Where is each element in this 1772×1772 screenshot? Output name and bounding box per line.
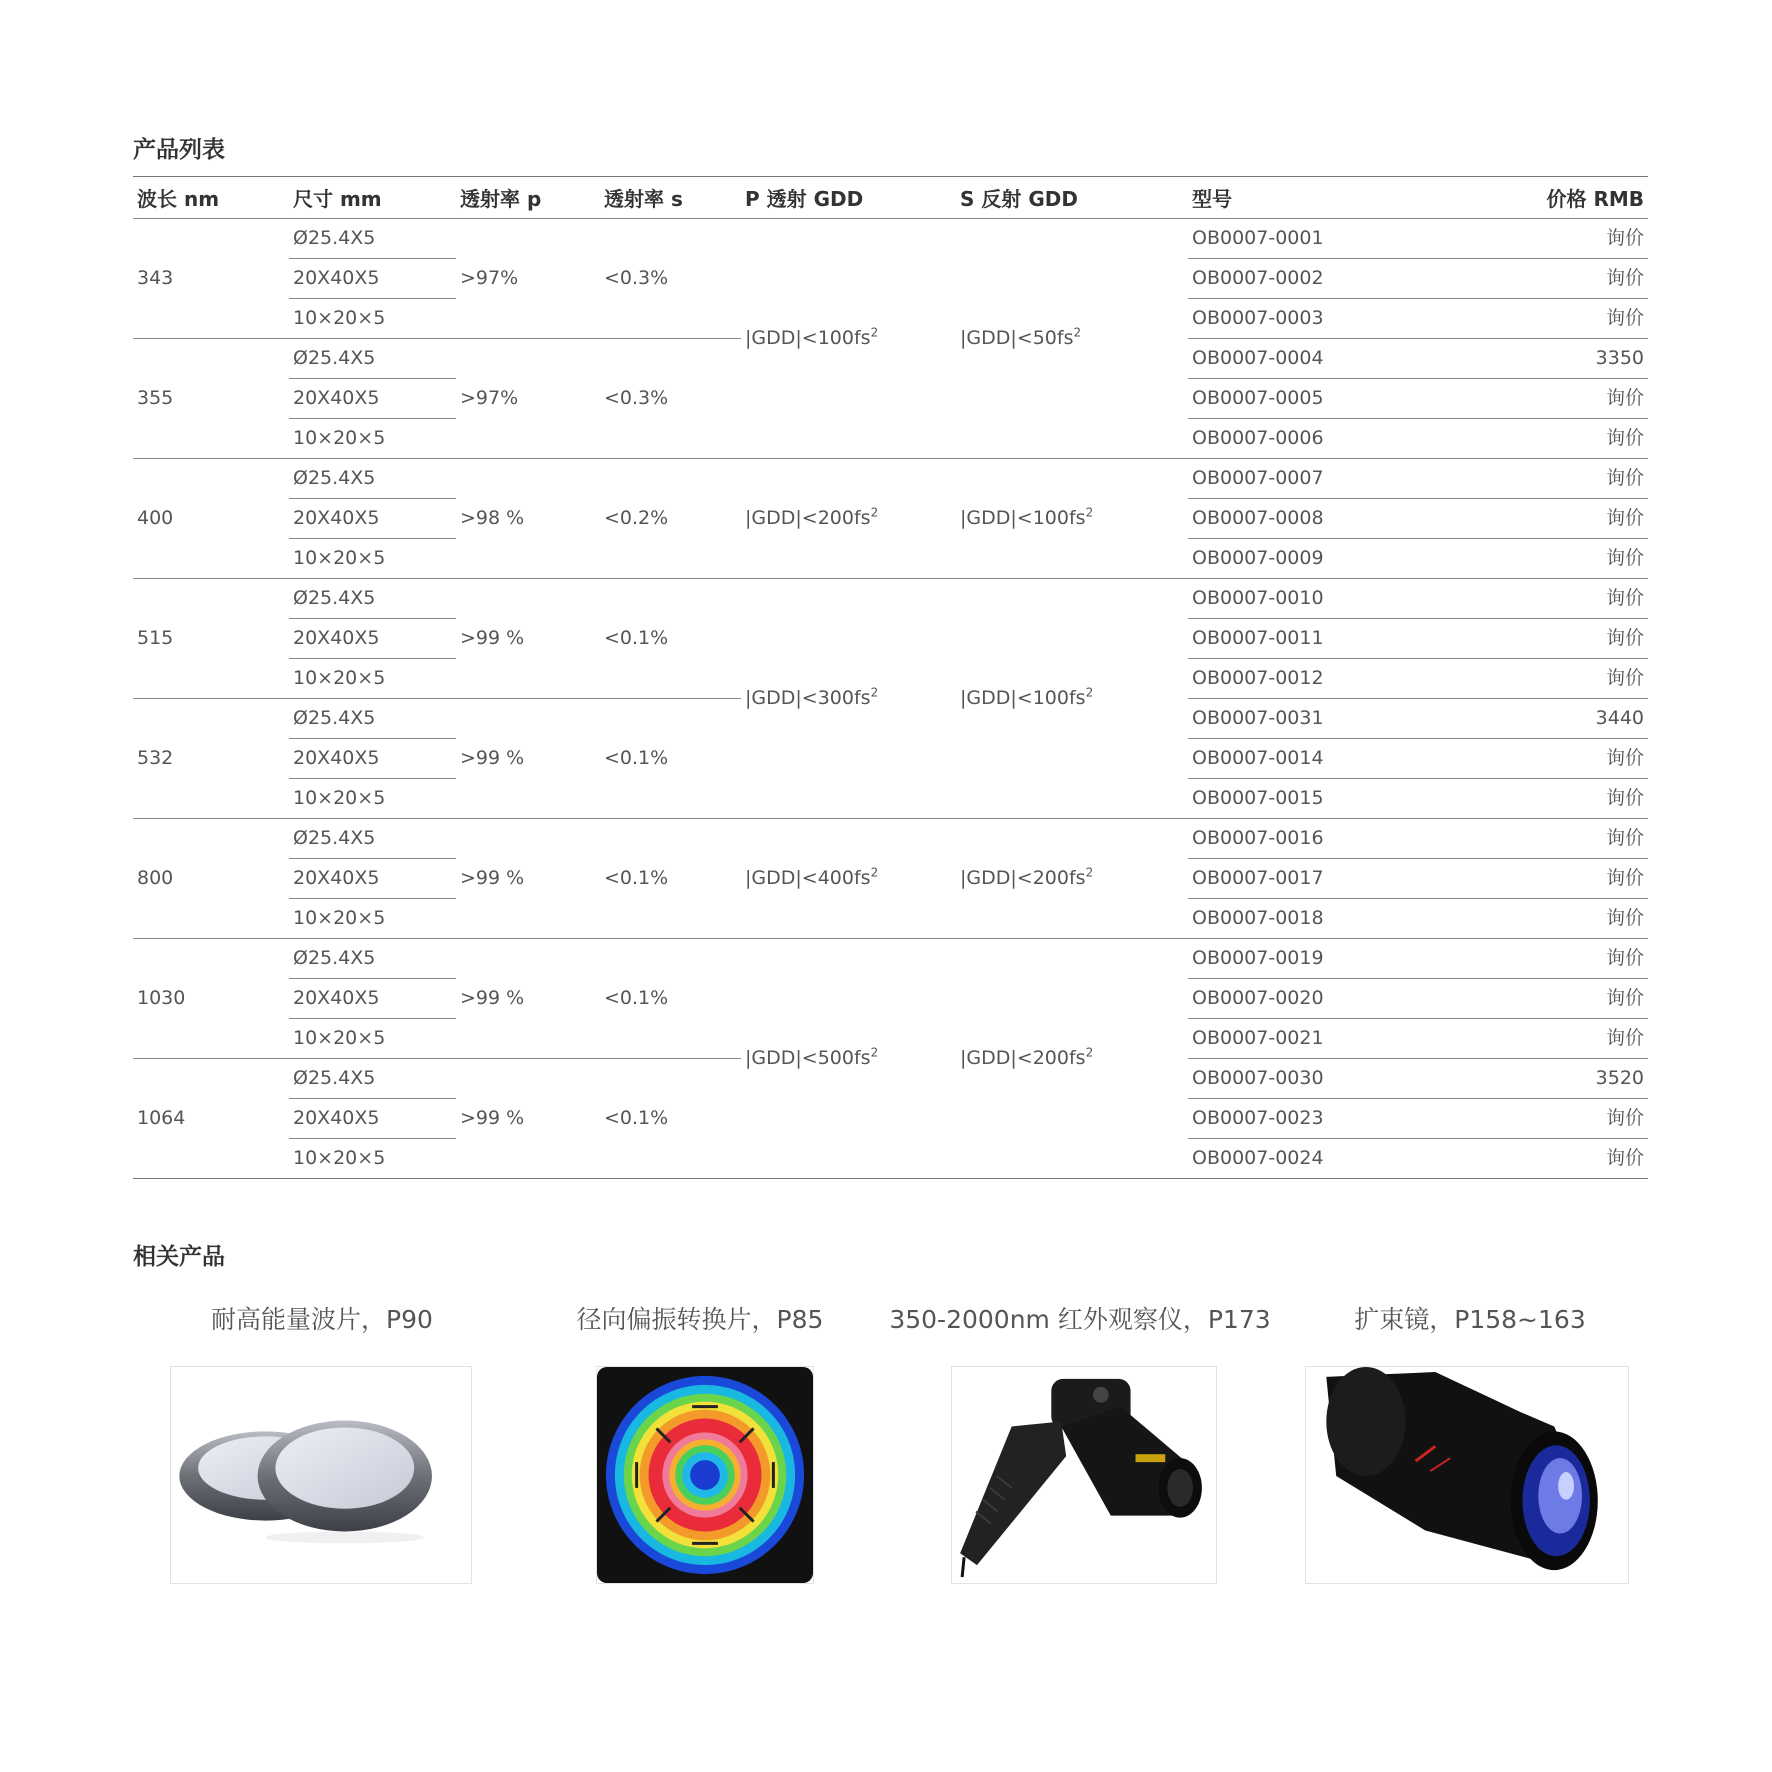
model-cell: OB0007-0012 bbox=[1192, 667, 1324, 689]
size-cell: 10×20×5 bbox=[293, 907, 386, 929]
price-cell: 3440 bbox=[1595, 707, 1644, 729]
wavelength-cell: 532 bbox=[137, 747, 174, 769]
size-cell: 20X40X5 bbox=[293, 387, 380, 409]
size-cell: 20X40X5 bbox=[293, 867, 380, 889]
size-cell: 20X40X5 bbox=[293, 267, 380, 289]
size-cell: Ø25.4X5 bbox=[293, 827, 376, 849]
model-cell: OB0007-0030 bbox=[1192, 1067, 1324, 1089]
wavelength-cell: 515 bbox=[137, 627, 174, 649]
related-label-1[interactable]: 耐高能量波片，P90 bbox=[211, 1305, 433, 1334]
p-gdd-cell bbox=[741, 858, 951, 898]
size-cell: 10×20×5 bbox=[293, 787, 386, 809]
wavelength-cell: 1030 bbox=[137, 987, 186, 1009]
wavelength-cell: 800 bbox=[137, 867, 174, 889]
price-cell: 询价 bbox=[1605, 947, 1644, 969]
table-header-4: P 透射 GDD bbox=[745, 187, 864, 211]
gdd-block-divider bbox=[741, 938, 1188, 939]
related-label-4[interactable]: 扩束镜，P158~163 bbox=[1354, 1305, 1586, 1334]
ts-cell: <0.1% bbox=[604, 747, 669, 769]
s-gdd-text: |GDD|<200fs bbox=[960, 1047, 1086, 1069]
size-cell: 20X40X5 bbox=[293, 747, 380, 769]
price-cell: 询价 bbox=[1605, 787, 1644, 809]
ts-cell: <0.2% bbox=[604, 507, 669, 529]
model-cell: OB0007-0003 bbox=[1192, 307, 1324, 329]
model-cell: OB0007-0031 bbox=[1192, 707, 1324, 729]
model-cell: OB0007-0001 bbox=[1192, 227, 1324, 249]
wavelength-cell: 400 bbox=[137, 507, 174, 529]
s-gdd-sup: 2 bbox=[1085, 505, 1094, 520]
size-cell: 20X40X5 bbox=[293, 507, 380, 529]
model-cell: OB0007-0014 bbox=[1192, 747, 1324, 769]
model-cell: OB0007-0010 bbox=[1192, 587, 1324, 609]
size-cell: Ø25.4X5 bbox=[293, 467, 376, 489]
price-cell: 询价 bbox=[1605, 387, 1644, 409]
p-gdd-sup: 2 bbox=[870, 325, 879, 340]
size-cell: 10×20×5 bbox=[293, 1147, 386, 1169]
model-cell: OB0007-0005 bbox=[1192, 387, 1324, 409]
table-header-7: 价格 RMB bbox=[1546, 187, 1644, 211]
wavelength-cell: 1064 bbox=[137, 1107, 186, 1129]
size-cell: Ø25.4X5 bbox=[293, 587, 376, 609]
model-cell: OB0007-0006 bbox=[1192, 427, 1324, 449]
model-cell: OB0007-0007 bbox=[1192, 467, 1324, 489]
price-cell: 询价 bbox=[1605, 827, 1644, 849]
table-header-top-rule bbox=[133, 176, 1648, 177]
p-gdd-sup: 2 bbox=[870, 1045, 879, 1060]
ir-viewer-image[interactable] bbox=[951, 1366, 1217, 1584]
table-bottom-rule bbox=[133, 1178, 1648, 1179]
waveplate-rings-image[interactable] bbox=[170, 1366, 472, 1584]
price-cell: 询价 bbox=[1605, 627, 1644, 649]
s-gdd-cell bbox=[956, 858, 1186, 898]
p-gdd-sup: 2 bbox=[870, 505, 879, 520]
tp-cell: >99 % bbox=[460, 747, 525, 769]
model-cell: OB0007-0020 bbox=[1192, 987, 1324, 1009]
size-cell: Ø25.4X5 bbox=[293, 1067, 376, 1089]
tp-cell: >99 % bbox=[460, 987, 525, 1009]
s-gdd-text: |GDD|<200fs bbox=[960, 867, 1086, 889]
tp-cell: >98 % bbox=[460, 507, 525, 529]
related-label-3[interactable]: 350-2000nm 红外观察仪，P173 bbox=[889, 1305, 1271, 1334]
model-cell: OB0007-0017 bbox=[1192, 867, 1324, 889]
model-cell: OB0007-0008 bbox=[1192, 507, 1324, 529]
size-cell: 20X40X5 bbox=[293, 627, 380, 649]
table-header-1: 尺寸 mm bbox=[293, 187, 382, 211]
price-cell: 询价 bbox=[1605, 1147, 1644, 1169]
price-cell: 询价 bbox=[1605, 227, 1644, 249]
p-gdd-cell bbox=[741, 1038, 951, 1078]
s-gdd-sup: 2 bbox=[1085, 685, 1094, 700]
price-cell: 询价 bbox=[1605, 507, 1644, 529]
tp-cell: >97% bbox=[460, 267, 519, 289]
s-gdd-cell bbox=[956, 498, 1186, 538]
size-cell: Ø25.4X5 bbox=[293, 347, 376, 369]
model-cell: OB0007-0024 bbox=[1192, 1147, 1324, 1169]
s-gdd-text: |GDD|<100fs bbox=[960, 687, 1086, 709]
model-cell: OB0007-0009 bbox=[1192, 547, 1324, 569]
ts-cell: <0.3% bbox=[604, 387, 669, 409]
tp-cell: >97% bbox=[460, 387, 519, 409]
beam-expander-image[interactable] bbox=[1305, 1366, 1629, 1584]
tp-cell: >99 % bbox=[460, 1107, 525, 1129]
product-list-title: 产品列表 bbox=[133, 137, 225, 163]
size-cell: 10×20×5 bbox=[293, 1027, 386, 1049]
gdd-block-divider bbox=[741, 818, 1188, 819]
price-cell: 询价 bbox=[1605, 867, 1644, 889]
radial-polarization-beam-image[interactable] bbox=[596, 1366, 814, 1584]
price-cell: 询价 bbox=[1605, 747, 1644, 769]
price-cell: 询价 bbox=[1605, 547, 1644, 569]
s-gdd-cell bbox=[956, 318, 1186, 358]
p-gdd-text: |GDD|<200fs bbox=[745, 507, 871, 529]
p-gdd-sup: 2 bbox=[870, 685, 879, 700]
size-cell: 10×20×5 bbox=[293, 547, 386, 569]
model-cell: OB0007-0023 bbox=[1192, 1107, 1324, 1129]
s-gdd-text: |GDD|<100fs bbox=[960, 507, 1086, 529]
price-cell: 询价 bbox=[1605, 307, 1644, 329]
table-header-2: 透射率 p bbox=[460, 187, 542, 211]
p-gdd-text: |GDD|<400fs bbox=[745, 867, 871, 889]
size-cell: 20X40X5 bbox=[293, 987, 380, 1009]
price-cell: 询价 bbox=[1605, 1107, 1644, 1129]
tp-cell: >99 % bbox=[460, 627, 525, 649]
table-header-0: 波长 nm bbox=[137, 187, 220, 211]
price-cell: 询价 bbox=[1605, 907, 1644, 929]
ts-cell: <0.1% bbox=[604, 987, 669, 1009]
tp-cell: >99 % bbox=[460, 867, 525, 889]
price-cell: 3520 bbox=[1595, 1067, 1644, 1089]
s-gdd-cell bbox=[956, 678, 1186, 718]
model-cell: OB0007-0004 bbox=[1192, 347, 1324, 369]
price-cell: 询价 bbox=[1605, 427, 1644, 449]
s-gdd-cell bbox=[956, 1038, 1186, 1078]
price-cell: 询价 bbox=[1605, 587, 1644, 609]
price-cell: 询价 bbox=[1605, 267, 1644, 289]
s-gdd-sup: 2 bbox=[1085, 1045, 1094, 1060]
table-header-5: S 反射 GDD bbox=[960, 187, 1078, 211]
ts-cell: <0.1% bbox=[604, 867, 669, 889]
s-gdd-sup: 2 bbox=[1073, 325, 1082, 340]
size-cell: Ø25.4X5 bbox=[293, 947, 376, 969]
price-cell: 询价 bbox=[1605, 987, 1644, 1009]
gdd-block-divider bbox=[741, 458, 1188, 459]
size-cell: 20X40X5 bbox=[293, 1107, 380, 1129]
size-cell: 10×20×5 bbox=[293, 427, 386, 449]
model-cell: OB0007-0002 bbox=[1192, 267, 1324, 289]
size-cell: Ø25.4X5 bbox=[293, 227, 376, 249]
p-gdd-cell bbox=[741, 318, 951, 358]
price-cell: 询价 bbox=[1605, 467, 1644, 489]
model-cell: OB0007-0016 bbox=[1192, 827, 1324, 849]
model-cell: OB0007-0021 bbox=[1192, 1027, 1324, 1049]
ts-cell: <0.3% bbox=[604, 267, 669, 289]
model-cell: OB0007-0011 bbox=[1192, 627, 1324, 649]
p-gdd-cell bbox=[741, 678, 951, 718]
size-cell: 10×20×5 bbox=[293, 307, 386, 329]
p-gdd-text: |GDD|<300fs bbox=[745, 687, 871, 709]
related-label-2[interactable]: 径向偏振转换片，P85 bbox=[576, 1305, 824, 1334]
p-gdd-sup: 2 bbox=[870, 865, 879, 880]
wavelength-cell: 355 bbox=[137, 387, 174, 409]
price-cell: 3350 bbox=[1595, 347, 1644, 369]
s-gdd-text: |GDD|<50fs bbox=[960, 327, 1074, 349]
gdd-block-divider bbox=[741, 578, 1188, 579]
ts-cell: <0.1% bbox=[604, 1107, 669, 1129]
size-cell: 10×20×5 bbox=[293, 667, 386, 689]
size-cell: Ø25.4X5 bbox=[293, 707, 376, 729]
model-cell: OB0007-0018 bbox=[1192, 907, 1324, 929]
related-products-title: 相关产品 bbox=[133, 1244, 225, 1270]
model-cell: OB0007-0019 bbox=[1192, 947, 1324, 969]
price-cell: 询价 bbox=[1605, 667, 1644, 689]
wavelength-cell: 343 bbox=[137, 267, 174, 289]
ts-cell: <0.1% bbox=[604, 627, 669, 649]
price-cell: 询价 bbox=[1605, 1027, 1644, 1049]
table-header-6: 型号 bbox=[1192, 187, 1232, 211]
table-header-3: 透射率 s bbox=[604, 187, 683, 211]
model-cell: OB0007-0015 bbox=[1192, 787, 1324, 809]
p-gdd-cell bbox=[741, 498, 951, 538]
p-gdd-text: |GDD|<100fs bbox=[745, 327, 871, 349]
p-gdd-text: |GDD|<500fs bbox=[745, 1047, 871, 1069]
s-gdd-sup: 2 bbox=[1085, 865, 1094, 880]
